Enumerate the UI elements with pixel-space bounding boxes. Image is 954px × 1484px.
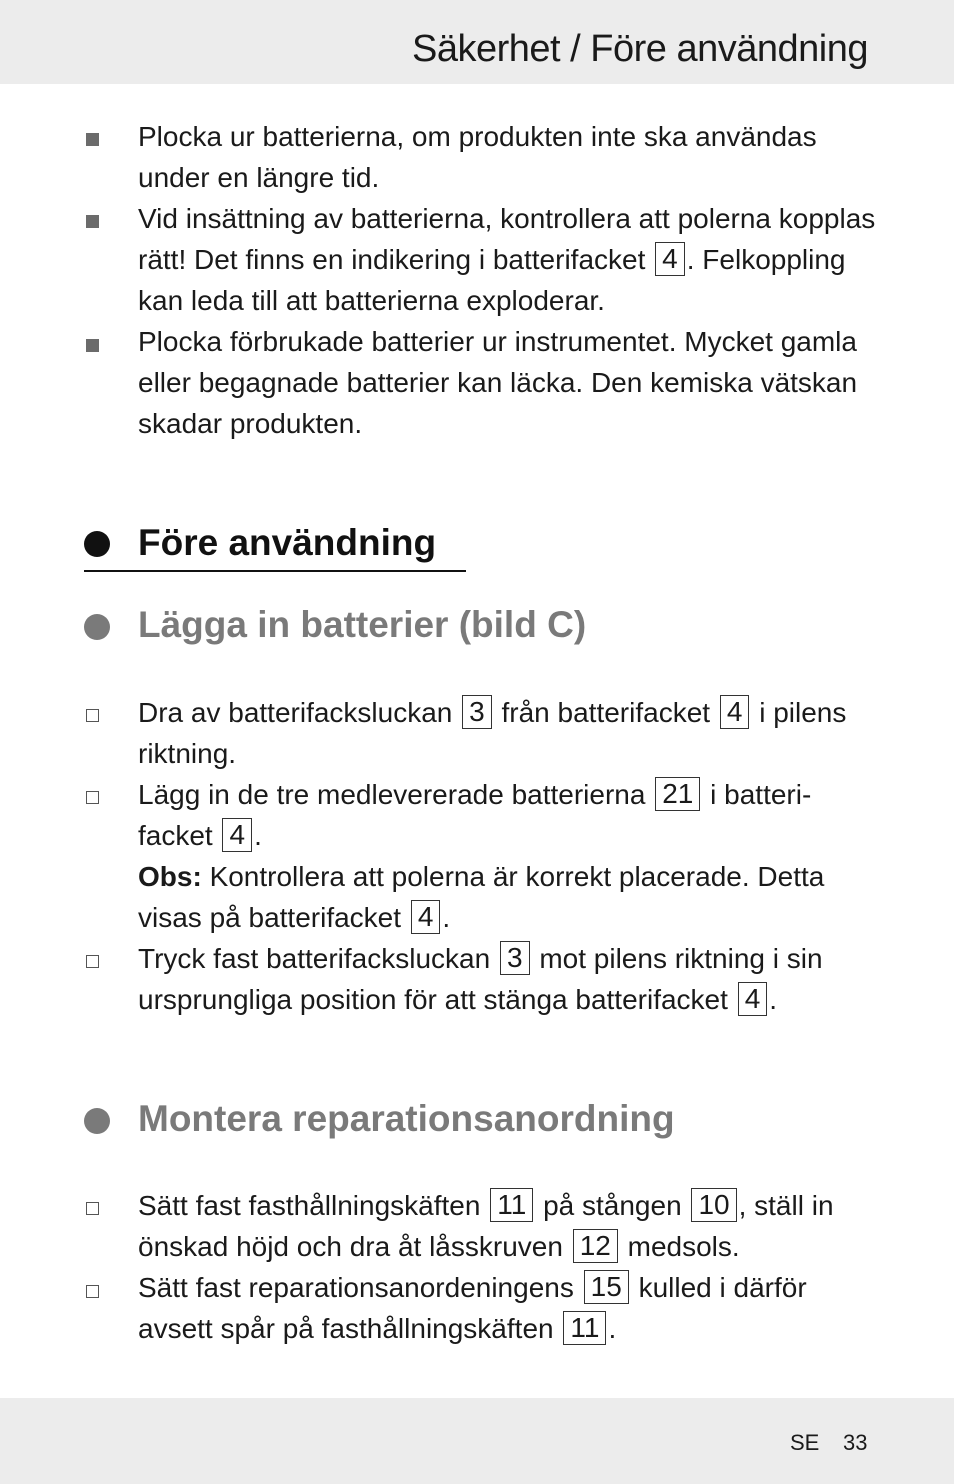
text: i batteri-facket <box>138 779 812 851</box>
part-ref: 4 <box>655 242 685 276</box>
part-ref: 10 <box>691 1188 736 1222</box>
note-label: Obs: <box>138 861 202 892</box>
battery-note <box>138 856 878 938</box>
text: . Felkoppling kan leda till att batterierna exploderar. <box>138 244 846 316</box>
section-heading-repair: Montera reparationsanordning <box>138 1098 675 1139</box>
part-ref: 11 <box>563 1311 606 1345</box>
text: . <box>442 902 451 933</box>
text: från batterifacket <box>501 697 711 728</box>
text: i pilens riktning. <box>138 697 847 769</box>
text: Sätt fast fasthållningskäften <box>138 1190 481 1221</box>
text: . <box>608 1313 617 1344</box>
safety-item-2 <box>138 198 878 321</box>
text: Lägg in de tre medlevererade batterierna <box>138 779 646 810</box>
text: Kontrollera att polerna är korrekt placerade. Detta visas på batterifacket <box>138 861 825 933</box>
repair-step-1 <box>138 1185 878 1267</box>
battery-step-1 <box>138 692 878 774</box>
safety-item-1: Plocka ur batterierna, om produkten inte ska användas under en längre tid. <box>138 121 817 193</box>
part-ref: 15 <box>584 1270 629 1304</box>
text: kulled i därför avsett spår på fasthållningskäften <box>138 1272 807 1344</box>
section-dot-icon <box>84 1108 110 1134</box>
text: . <box>769 984 778 1015</box>
part-ref: 12 <box>573 1229 618 1263</box>
battery-step-3 <box>138 938 878 1020</box>
checkbox-bullet-icon <box>86 955 99 968</box>
footer-band <box>0 1398 954 1484</box>
header-band <box>0 0 954 84</box>
page-title: Säkerhet / Före användning <box>412 28 868 70</box>
checkbox-bullet-icon <box>86 1285 99 1298</box>
bullet-square-icon <box>86 133 99 146</box>
repair-step-2 <box>138 1267 878 1349</box>
part-ref: 11 <box>490 1188 533 1222</box>
text: medsols. <box>627 1231 740 1262</box>
heading-underline <box>84 570 466 572</box>
text: på stången <box>543 1190 682 1221</box>
page-number: 33 <box>843 1430 868 1455</box>
battery-step-2 <box>138 774 878 856</box>
part-ref: 4 <box>720 695 750 729</box>
text: Dra av batterifacksluckan <box>138 697 453 728</box>
part-ref: 3 <box>500 941 530 975</box>
checkbox-bullet-icon <box>86 1202 99 1215</box>
text: Vid insättning av batterierna, kontrollera att polerna kopplas rätt! Det finns en indikering i batterifacket <box>138 203 876 275</box>
safety-item-3: Plocka förbrukade batterier ur instrumentet. Mycket gamla eller begagnade batterier kan läcka. Den kemiska vätskan skadar produkten. <box>138 326 858 439</box>
part-ref: 21 <box>655 777 700 811</box>
text: Tryck fast batterifacksluckan <box>138 943 491 974</box>
checkbox-bullet-icon <box>86 709 99 722</box>
section-dot-icon <box>84 531 110 557</box>
checkbox-bullet-icon <box>86 791 99 804</box>
section-heading-batteries: Lägga in batterier (bild C) <box>138 604 587 645</box>
text: mot pilens riktning i sin ursprungliga position för att stänga batterifacket <box>138 943 823 1015</box>
text: Sätt fast reparationsanordeningens <box>138 1272 574 1303</box>
section-dot-icon <box>84 614 110 640</box>
section-heading-main: Före användning <box>138 522 437 563</box>
text: , ställ in önskad höjd och dra åt låsskruven <box>138 1190 834 1262</box>
part-ref: 4 <box>222 818 252 852</box>
language-code: SE <box>790 1430 820 1455</box>
bullet-square-icon <box>86 339 99 352</box>
part-ref: 4 <box>411 900 441 934</box>
text: . <box>254 820 262 851</box>
part-ref: 4 <box>738 982 768 1016</box>
bullet-square-icon <box>86 215 99 228</box>
part-ref: 3 <box>462 695 492 729</box>
